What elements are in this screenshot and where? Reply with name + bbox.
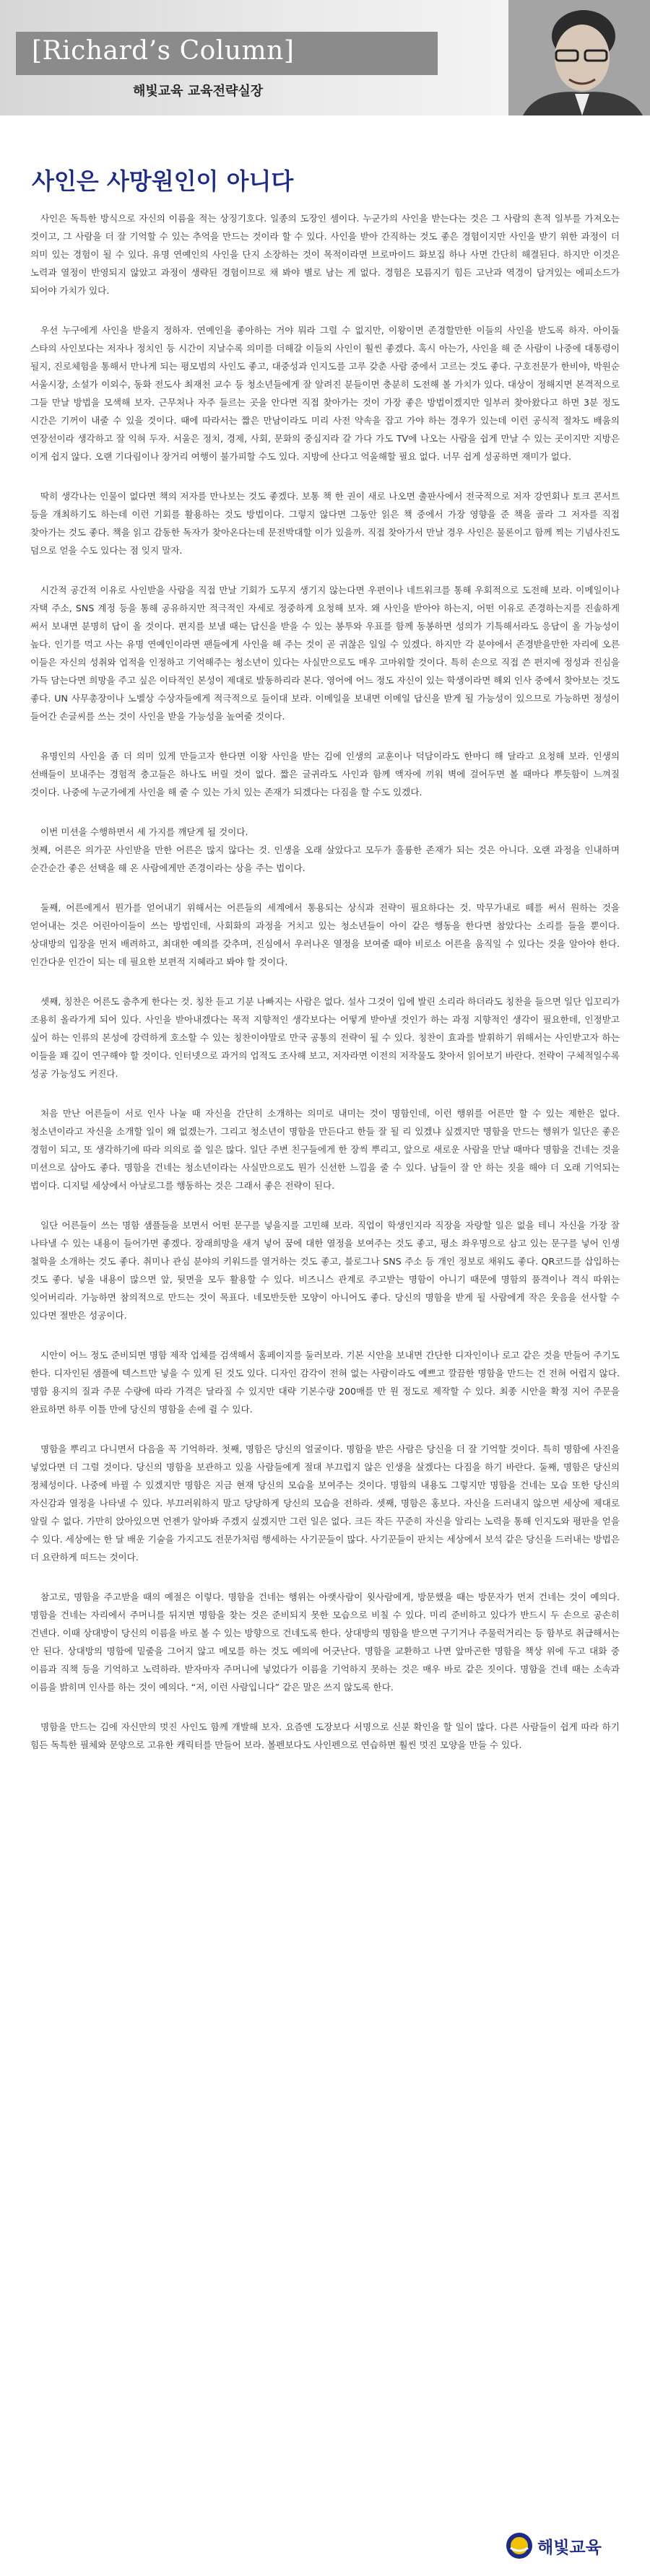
article-paragraph: 일단 어른들이 쓰는 명함 샘플들을 보면서 어떤 문구를 넣을지를 고민해 보라. 직업이 학생인지라 직장을 자랑할 일은 없을 테니 자신을 가장 잘 나타낼 수 있는 내용이 들어가면 좋겠다. 장래희망을 새겨 넣어 꿈에 대한 열정을 보여주는 것도 좋고, 평소 좌우명으로 삼고 있는 문구를 넣어 인생 철학을 소개하는 것도 좋다. 취미나 관심 분야의 키워드를 열거하는 것도 좋고, 블로그나 SNS 주소 등 개인 정보로 채워도 좋다. QR코드를 삽입하는 것도 좋다. 넣을 내용이 많으면 앞, 뒷면을 모두 활용할 수 있다. 비즈니스 관계로 주고받는 명함이 아니기 때문에 명함의 품격이나 격식 따위는 잊어버리라. 가능하면 참의적으로 만드는 것이 목표다. 네모반듯한 모양이 아니어도 좋다. 당신의 명함을 받게 될 사람에게 작은 웃음을 선사할 수 있다면 절반은 성공이다. bbox=[30, 1220, 620, 1321]
article-paragraph: 명함을 뿌리고 다니면서 다음을 꼭 기억하라. 첫째, 명함은 당신의 얼굴이다. 명함을 받은 사람은 당신을 더 잘 기억할 것이다. 특히 명함에 사진을 넣었다면 더 그럴 것이다. 당신의 명함을 보관하고 있을 사람들에게 절대 부끄럽지 않은 인생을 살겠다는 다짐을 하기 바란다. 둘째, 명함은 당신의 정체성이다. 나중에 바뀔 수 있겠지만 명함은 지금 현재 당신의 모습을 보여주는 것이다. 명함의 내용도 그렇지만 명함을 건네는 모습 또한 당신의 자신감과 열정을 나타낼 수 있다. 부끄러워하지 말고 당당하게 당신의 모습을 전하라. 셋째, 명함은 홍보다. 자신을 드러내지 않으면 세상에 제대로 알릴 수 없다. 가만히 앉아있으면 언젠가 알아봐 주겠지 싶겠지만 그런 일은 없다. 크든 작든 꾸준히 자신을 알리는 노력을 통해 인지도와 평판을 얻을 수 있다. 세상에는 한 달 배운 기술을 가지고도 전문가처럼 행세하는 사기꾼들이 많다. 사기꾼들이 판치는 세상에서 보석 같은 당신을 드러내는 방법은 더 요란하게 떠드는 것이다. bbox=[30, 1444, 620, 1563]
article-paragraph: 셋째, 칭찬은 어른도 춤추게 한다는 것. 칭찬 듣고 기분 나빠지는 사람은 없다. 설사 그것이 입에 발린 소리라 하더라도 칭찬을 들으면 일단 입꼬리가 조용히 올라가게 되어 있다. 사인을 받아내겠다는 목적 지향적인 생각보다는 어떻게 받아낼 것인가 하는 과정 지향적인 생각이 필요한데, 인정받고 싶어 하는 인류의 본성에 강력하게 호소할 수 있는 칭찬이야말로 만국 공통의 전략이 될 수 있다. 칭찬이 효과를 발휘하기 위해서는 사인받고자 하는 이들을 꽤 깊이 연구해야 할 것이다. 인터넷으로 과거의 업적도 조사해 보고, 저자라면 이전의 저작물도 찾아서 읽어보기 바란다. 전략이 구체적일수록 성공 가능성도 커진다. bbox=[30, 996, 620, 1079]
haebit-emblem-icon bbox=[506, 2532, 533, 2559]
article-paragraph: 명함을 만드는 김에 자신만의 멋진 사인도 함께 개발해 보자. 요즘엔 도장보다 서명으로 신분 확인을 할 일이 많다. 다른 사람들이 쉽게 따라 하기 힘든 독특한 필체와 문양으로 고유한 캐릭터를 만들어 보라. 볼펜보다도 사인펜으로 연습하면 훨씬 멋진 모양을 만들 수 있다. bbox=[30, 1721, 620, 1750]
article-paragraph: 이번 미션을 수행하면서 세 가지를 깨닫게 될 것이다. 첫째, 어른은 의가꾼 사인받을 만한 어른은 많지 않다는 것. 인생을 오래 살았다고 모두가 훌륭한 존재가 되는 것은 아니다. 오랜 과정을 인내하며 순간순간 좋은 선택을 해 온 사람에게만 존경이라는 상을 주는 법이다. bbox=[30, 826, 620, 873]
article-paragraph: 유명인의 사인을 좀 더 의미 있게 만들고자 한다면 이왕 사인을 받는 김에 인생의 교훈이나 덕담이라도 한마디 해 달라고 요청해 보라. 인생의 선배들이 보내주는 경험적 충고들은 하나도 버릴 것이 없다. 짧은 글귀라도 사인과 함께 액자에 끼워 벽에 걸어두면 볼 때마다 뿌듯함이 느껴질 것이다. 나중에 누군가에게 사인을 해 줄 수 있는 가치 있는 존재가 되겠다는 다짐을 할 수도 있겠다. bbox=[30, 751, 620, 798]
article-paragraph: 처음 만난 어른들이 서로 인사 나눌 때 자신을 간단히 소개하는 의미로 내미는 것이 명함인데, 이런 행위를 어른만 할 수 있는 제한은 없다. 청소년이라고 자신을 소개할 일이 왜 없겠는가. 그리고 청소년이 명함을 만든다고 한들 잘 될 리 있겠냐 싶겠지만 명함을 만드는 행위가 일단은 좋은 경험이 되고, 또 생각하기에 따라 의의로 쓸 일은 많다. 일단 주변 친구들에게 한 장씩 뿌리고, 앞으로 새로운 사람을 만날 때마다 명함을 건네는 것을 미션으로 삼아도 좋다. 명함을 건네는 청소년이라는 사실만으로도 뭔가 신선한 느낌을 줄 수 있다. 남들이 잘 안 하는 짓을 해야 더 오래 기억되는 법이다. 디지털 세상에서 아날로그를 행동하는 것은 그래서 좋은 전략이 된다. bbox=[30, 1108, 620, 1191]
article-paragraph: 사인은 독특한 방식으로 자신의 이름을 적는 상징기호다. 일종의 도장인 셈이다. 누군가의 사인을 받는다는 것은 그 사람의 흔적 일부를 가져오는 것이고, 그 사람을 더 잘 기억할 수 있는 추억을 만드는 것이라 할 수 있다. 사인을 받아 간직하는 것도 좋은 경험이지만 사인을 받기 위한 과정이 더 의미 있는 경험이 될 수 있다. 유명 연예인의 사인을 단지 소장하는 것이 목적이라면 브로마이드 화보집 하나 사면 간단히 해결된다. 하지만 이것은 노력과 열정이 반영되지 않았고 과정이 생략된 경험이므로 채 봐야 별로 남는 게 없다. 경험은 모름지기 힘든 고난과 역경이 담겨있는 에피소드가 되어야 가치가 있다. bbox=[30, 213, 620, 296]
article-paragraph: 시간적 공간적 이유로 사인받을 사람을 직접 만날 기회가 도무지 생기지 않는다면 우편이나 네트워크를 통해 우회적으로 도전해 보라. 이메일이나 자택 주소, SNS 계정 등을 통해 공유하지만 적극적인 자세로 정중하게 요청해 보자. 왜 사인을 받아야 하는지, 어떤 이유로 존경하는지를 진솔하게 써서 보내면 분명히 답이 올 것이다. 편지를 보낼 때는 답신을 받을 수 있는 봉투와 우표를 함께 동봉하면 성의가 기특해서라도 응답이 올 가능성이 높다. 인기를 먹고 사는 유명 연예인이라면 팬들에게 사인을 해 주는 것이 곧 귀찮은 일일 수 있겠다. 하지만 각 분야에서 존경받을만한 자리에 오른 이들은 자신의 성취와 업적을 인정하고 기억해주는 청소년이 있다는 사실만으로도 매우 고마워할 것이다. 특히 손으로 직접 쓴 편지에 정성과 진심을 가득 담는다면 희망을 주고 싶은 이타적인 본성이 제대로 발동하리라 본다. 영어에 어느 정도 자신이 있는 학생이라면 해외 인사 중에서 찾아보는 것도 좋다. UN 사무총장이나 노벨상 수상자들에게 적극적으로 들이대 보라. 이메일을 보내면 이메일 답신을 받게 될 가능성이 있으므로 가능하면 정성이 들어간 손글씨를 쓰는 것이 사인을 받을 가능성을 높여줄 것이다. bbox=[30, 585, 620, 722]
article-paragraph: 우선 누구에게 사인을 받을지 정하자. 연예인을 좋아하는 거야 뭐라 그럴 수 없지만, 이왕이면 존경할만한 이들의 사인을 받도록 하자. 아이돌 스타의 사인보다는 저자나 정치인 등 시간이 지날수록 의미를 더해갈 이들의 사인이 훨씬 좋겠다. 혹시 아는가, 사인을 해 준 사람이 나중에 대통령이 될지, 진로체험을 통해서 만나게 되는 평모범의 사인도 좋고, 대중성과 인지도를 고루 갖춘 사람 중에서 고르는 것도 좋다. 구호전문가 한비야, 박원순 서울시장, 소설가 이외수, 동화 전도사 최재천 교수 등 청소년들에게 잘 알려진 분들이면 충분히 도전해 볼 가치가 있다. 대상이 정해지면 본격적으로 그들 만날 방법을 모색해 보자. 근무처나 자주 들르는 곳을 안다면 직접 찾아가는 것이 가장 좋은 방법이겠지만 일부러 찾아왔다고 하면 3분 정도 시간은 기꺼이 내줄 수 있을 것이다. 때에 따라서는 짧은 만남이라도 미리 사전 약속을 잡고 가야 하는 경우가 있는데 이런 공식적 절차도 배움의 연장선이라 생각하고 잘 익혀 두자. 서울은 정치, 경제, 사회, 문화의 중심지라 갈 가다 가도 TV에 나오는 사람을 쉽게 만날 수 있는 곳이지만 지방은 이게 쉽지 않다. 오랜 기다림이나 장거리 여행이 불가피할 수도 있다. 지방에 산다고 억울해할 필요 없다. 너무 쉽게 성공하면 재미가 없다. bbox=[30, 325, 620, 462]
article-paragraph: 시안이 어느 정도 준비되면 명함 제작 업체를 검색해서 홈페이지를 둘러보라. 기본 시안을 보내면 간단한 디자인이나 로고 같은 것을 만들어 주기도 한다. 디자인된 샘플에 텍스트만 넣을 수 있게 된 것도 있다. 디자인 감각이 전혀 없는 사람이라도 예쁘고 깔끔한 명함을 만드는 건 전혀 어렵지 않다. 명함 용지의 질과 주문 수량에 따라 가격은 달라질 수 있지만 대략 기본수량 200매를 만 원 정도로 제작할 수 있다. 최종 시안을 확정 지어 주문을 완료하면 하루 이틀 만에 당신의 명함을 손에 쥘 수 있다. bbox=[30, 1350, 620, 1415]
author-affiliation: 해빛교육 교육전략실장 bbox=[133, 84, 264, 99]
article-paragraph: 딱히 생각나는 인물이 없다면 책의 저자를 만나보는 것도 좋겠다. 보통 책 한 권이 새로 나오면 출판사에서 전국적으로 저자 강연회나 토크 콘서트 등을 개최하기도 하는데 이런 기회를 활용하는 것도 방법이다. 그렇지 않다면 그동안 읽은 책 중에서 가장 영향을 준 책을 골라 그 저자를 직접 찾아가는 것도 좋다. 책을 읽고 감동한 독자가 찾아온다는데 문전박대할 이가 있을까. 직접 찾아가서 만날 경우 사인은 물론이고 함께 찍는 기념사진도 덤으로 얻을 수도 있다는 점 잊지 말자. bbox=[30, 491, 620, 556]
column-banner bbox=[0, 0, 650, 115]
logo-wordmark: 해빛교육 bbox=[537, 2538, 602, 2557]
column-title: [Richard’s Column] bbox=[32, 36, 295, 66]
article-paragraph: 둘째, 어른에게서 뭔가를 얻어내기 위해서는 어른들의 세계에서 통용되는 상식과 전략이 필요하다는 것. 막무가내로 떼를 써서 원하는 것을 얻어내는 것은 어린아이들이 쓰는 방법인데, 사회화의 과정을 거치고 있는 청소년들이 아이 같은 행동을 한다면 참았다는 소리를 들을 뿐이다. 상대방의 입장을 먼저 배려하고, 최대한 예의를 갖추며, 진심에서 우러나온 열정을 보여줄 때야 비로소 어른을 움직일 수 있다는 것을 알아야 한다. 인간다운 인간이 되는 데 필요한 보편적 지혜라고 봐야 할 것이다. bbox=[30, 902, 620, 967]
article-title: 사인은 사망원인이 아니다 bbox=[32, 167, 294, 195]
article-paragraph: 참고로, 명함을 주고받을 때의 예절은 이렇다. 명함을 건네는 행위는 아랫사람이 윗사람에게, 방문했을 때는 방문자가 먼저 건네는 것이 예의다. 명함을 건네는 자리에서 주머니를 뒤지면 명함을 찾는 것은 준비되지 못한 모습으로 비칠 수 있다. 미리 준비하고 있다가 반드시 두 손으로 공손히 건넨다. 이때 상대방이 당신의 이름을 바로 볼 수 있는 방향으로 건네도록 한다. 상대방의 명함을 받으면 구기거나 주물럭거리는 등 함부로 취급해서는 안 된다. 상대방의 명함에 밑줄을 그어지 않고 메모를 하는 것도 예의에 어긋난다. 명함을 교환하고 나면 앞마곤한 명함을 책상 위에 두고 대화 중 이름과 직책 등을 기억하고 노력하라. 받자마자 주머니에 넣었다가 이름을 기억하지 못하는 것은 매우 바로 같은 짓이다. 명함을 건네 때는 소속과 이름을 밝히며 인사를 하는 것이 예의다. “저, 이런 사람입니다” 같은 말은 쓰지 않도록 한다. bbox=[30, 1592, 620, 1693]
footer-logo bbox=[506, 2532, 602, 2559]
article-body bbox=[30, 209, 620, 1776]
portrait-illustration bbox=[508, 0, 650, 115]
author-portrait bbox=[508, 0, 650, 115]
